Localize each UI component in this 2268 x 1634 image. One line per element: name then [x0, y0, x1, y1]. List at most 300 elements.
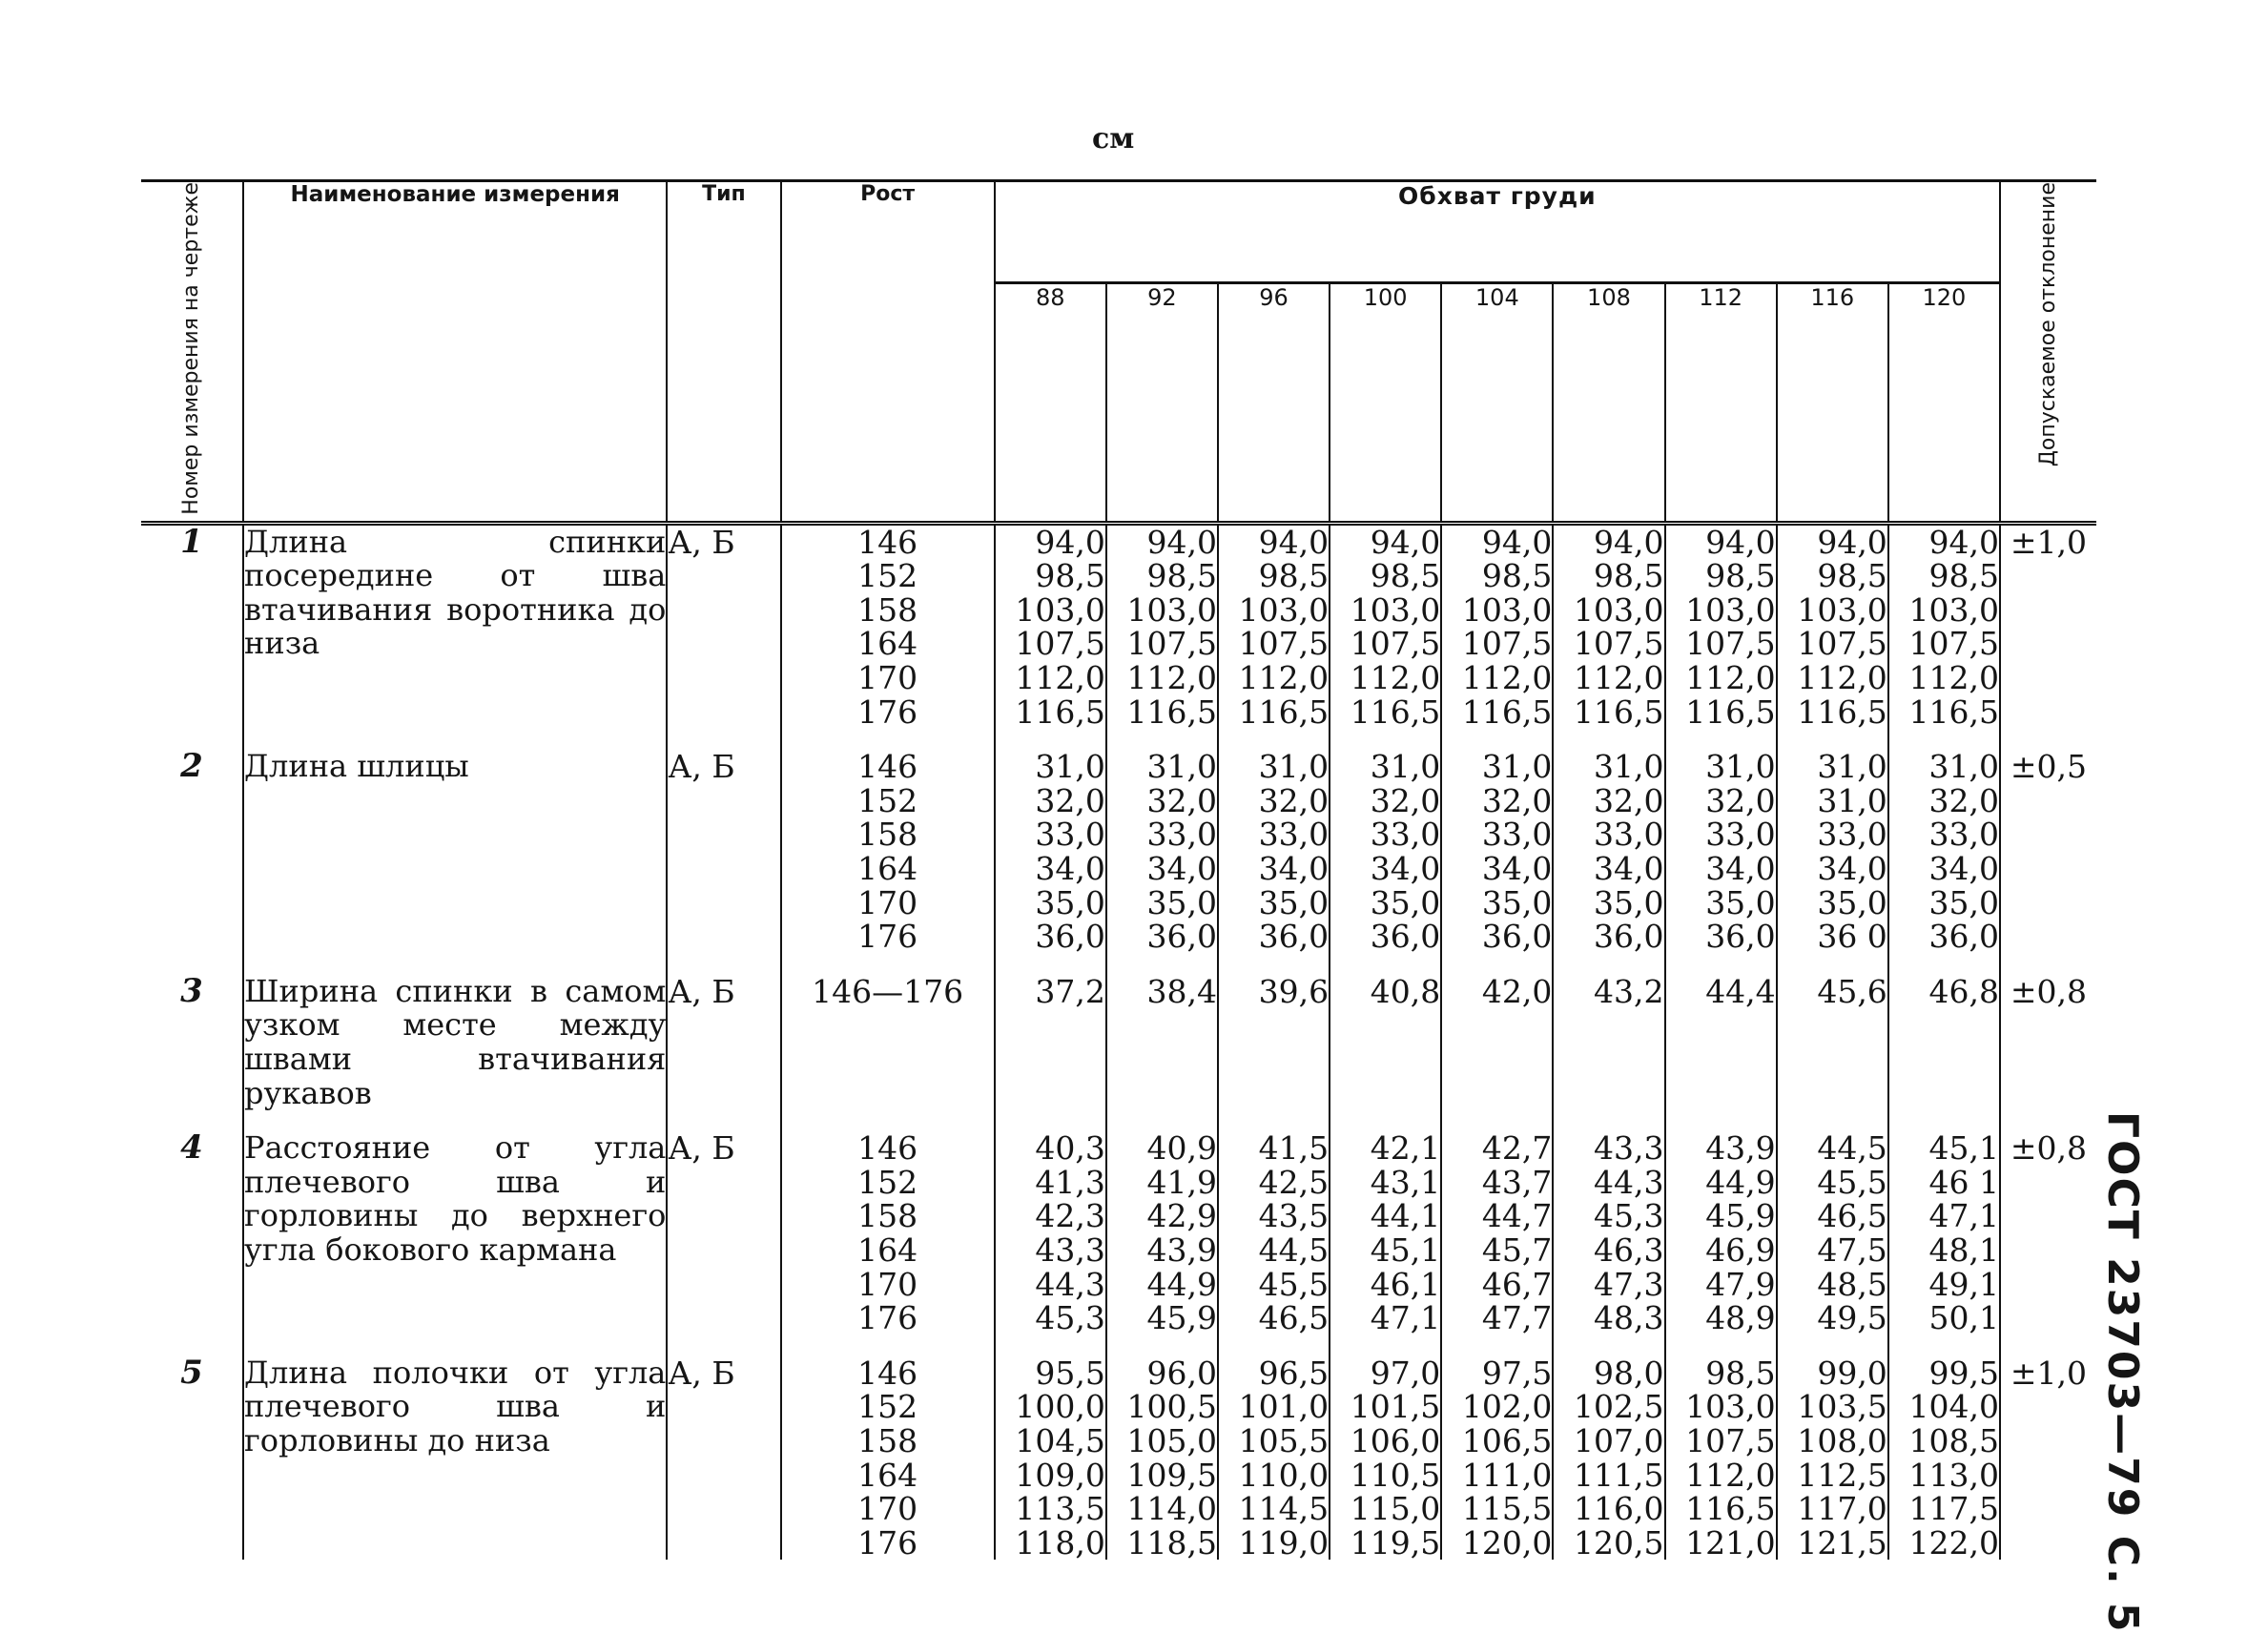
- measure-value: 32,0: [1258, 781, 1330, 819]
- measure-value: 38,4: [1146, 972, 1217, 1010]
- measure-value: 45,7: [1481, 1231, 1553, 1269]
- measure-number: 5: [180, 1353, 203, 1392]
- size-120-values: [1888, 523, 2000, 729]
- header-size-116: 116: [1777, 283, 1888, 523]
- measure-value: 112,0: [1461, 659, 1553, 697]
- measure-value: 35,0: [1035, 883, 1105, 921]
- measure-value: 31,0: [1817, 748, 1887, 786]
- measure-value: 43,3: [1035, 1231, 1105, 1269]
- header-size-100: 100: [1330, 283, 1441, 523]
- measure-value: 33,0: [1370, 816, 1441, 854]
- measure-value: 46,5: [1817, 1197, 1887, 1235]
- measure-value: 94,0: [1481, 523, 1553, 561]
- height-list: [781, 523, 995, 729]
- measure-value: 117,5: [1908, 1490, 1999, 1528]
- measure-value: 96,0: [1146, 1354, 1217, 1392]
- measure-value: 113,0: [1908, 1456, 1999, 1494]
- measure-value: 103,0: [1908, 590, 1999, 629]
- height-value: 146—176: [812, 972, 964, 1010]
- measure-value: 103,0: [1238, 590, 1330, 629]
- measure-value: 103,0: [1461, 590, 1553, 629]
- measure-value: 116,5: [1461, 693, 1553, 731]
- measure-value: 46 1: [1928, 1163, 1999, 1201]
- measure-value: 98,5: [1481, 557, 1553, 595]
- measure-value: 41,9: [1146, 1163, 1217, 1201]
- height-value: 158: [857, 816, 918, 854]
- row-gap: [141, 1110, 2096, 1131]
- measure-value: 49,1: [1928, 1265, 1999, 1303]
- row-gap: [141, 729, 2096, 750]
- measure-value: 45,3: [1035, 1299, 1105, 1337]
- measure-value: 32,0: [1928, 781, 1999, 819]
- header-size-104: 104: [1441, 283, 1553, 523]
- height-value: 176: [857, 1299, 918, 1337]
- measure-value: 98,5: [1705, 1354, 1776, 1392]
- tolerance-value: ±1,0: [2000, 523, 2096, 729]
- size-92-values: [1106, 750, 1218, 954]
- height-value: 170: [857, 659, 918, 697]
- measure-value: 43,1: [1370, 1163, 1441, 1201]
- measure-value: 102,0: [1461, 1388, 1553, 1426]
- measure-value: 34,0: [1481, 850, 1553, 888]
- measure-value: 43,9: [1705, 1129, 1776, 1168]
- measure-value: 98,0: [1594, 1354, 1664, 1392]
- measure-value: 34,0: [1594, 850, 1664, 888]
- measure-name: Длина спинки посередине от шва втачивания воротника до низа: [243, 523, 667, 729]
- size-116-values: [1777, 1131, 1888, 1335]
- measure-value: 43,9: [1146, 1231, 1217, 1269]
- size-100-values: [1330, 750, 1441, 954]
- measure-value: 36,0: [1258, 918, 1330, 956]
- measure-value: 36,0: [1928, 918, 1999, 956]
- measure-value: 47,1: [1370, 1299, 1441, 1337]
- height-list: [781, 972, 995, 1110]
- measure-type: А, Б: [667, 1131, 780, 1335]
- measure-value: 34,0: [1705, 850, 1776, 888]
- measure-value: 44,9: [1146, 1265, 1217, 1303]
- measure-value: 104,5: [1015, 1421, 1105, 1459]
- measure-value: 42,3: [1035, 1197, 1105, 1235]
- row-gap: [141, 1335, 2096, 1356]
- height-value: 158: [857, 1197, 918, 1235]
- measure-value: 117,0: [1797, 1490, 1887, 1528]
- measure-value: 42,5: [1258, 1163, 1330, 1201]
- measure-value: 107,5: [1350, 625, 1441, 663]
- size-96-values: [1218, 1356, 1330, 1561]
- measure-value: 43,5: [1258, 1197, 1330, 1235]
- measure-value: 32,0: [1594, 781, 1664, 819]
- measure-value: 116,5: [1685, 693, 1776, 731]
- height-value: 176: [857, 1523, 918, 1562]
- measure-value: 110,5: [1350, 1456, 1441, 1494]
- measure-value: 32,0: [1146, 781, 1217, 819]
- measure-value: 111,5: [1574, 1456, 1664, 1494]
- measure-value: 44,9: [1705, 1163, 1776, 1201]
- measure-value: 107,5: [1126, 625, 1217, 663]
- measure-value: 31,0: [1370, 748, 1441, 786]
- height-value: 146: [857, 523, 918, 561]
- measure-value: 33,0: [1481, 816, 1553, 854]
- measure-value: 98,5: [1928, 557, 1999, 595]
- measure-value: 31,0: [1035, 748, 1105, 786]
- measure-value: 37,2: [1035, 972, 1105, 1010]
- header-measure-number: Номер измерения на чертеже: [141, 181, 243, 524]
- measure-value: 46,9: [1705, 1231, 1776, 1269]
- measure-value: 103,0: [1797, 590, 1887, 629]
- measure-value: 107,0: [1574, 1421, 1664, 1459]
- size-96-values: [1218, 972, 1330, 1110]
- measure-value: 31,0: [1481, 748, 1553, 786]
- measure-value: 44,3: [1594, 1163, 1664, 1201]
- measure-value: 32,0: [1370, 781, 1441, 819]
- measure-value: 107,5: [1574, 625, 1664, 663]
- size-100-values: [1330, 523, 1441, 729]
- measure-value: 102,5: [1574, 1388, 1664, 1426]
- tolerance-value: ±0,5: [2000, 750, 2096, 954]
- size-88-values: [995, 1356, 1106, 1561]
- measure-value: 107,5: [1461, 625, 1553, 663]
- measure-value: 96,5: [1258, 1354, 1330, 1392]
- height-list: [781, 1356, 995, 1561]
- measure-value: 45,3: [1594, 1197, 1664, 1235]
- height-value: 176: [857, 693, 918, 731]
- measure-value: 98,5: [1035, 557, 1105, 595]
- size-116-values: [1777, 523, 1888, 729]
- measure-value: 36,0: [1594, 918, 1664, 956]
- height-value: 158: [857, 1421, 918, 1459]
- measure-value: 43,2: [1594, 972, 1664, 1010]
- measure-value: 112,0: [1908, 659, 1999, 697]
- measure-name: Длина шлицы: [243, 750, 667, 954]
- measure-value: 35,0: [1594, 883, 1664, 921]
- size-108-values: [1553, 972, 1664, 1110]
- height-value: 146: [857, 1129, 918, 1168]
- size-92-values: [1106, 1131, 1218, 1335]
- measure-value: 46,3: [1594, 1231, 1664, 1269]
- measure-value: 104,0: [1908, 1388, 1999, 1426]
- measure-value: 40,8: [1370, 972, 1441, 1010]
- measure-value: 45,5: [1258, 1265, 1330, 1303]
- measure-value: 116,5: [1685, 1490, 1776, 1528]
- size-112-values: [1665, 972, 1777, 1110]
- size-112-values: [1665, 1131, 1777, 1335]
- measure-value: 116,5: [1015, 693, 1105, 731]
- size-108-values: [1553, 1131, 1664, 1335]
- measure-value: 35,0: [1928, 883, 1999, 921]
- measure-value: 32,0: [1705, 781, 1776, 819]
- measure-value: 44,5: [1258, 1231, 1330, 1269]
- table-row: [141, 1356, 2096, 1561]
- measure-value: 97,5: [1481, 1354, 1553, 1392]
- measure-value: 95,5: [1035, 1354, 1105, 1392]
- measure-value: 44,3: [1035, 1265, 1105, 1303]
- height-value: 146: [857, 748, 918, 786]
- measure-value: 45,1: [1370, 1231, 1441, 1269]
- height-value: 152: [857, 1163, 918, 1201]
- measure-value: 33,0: [1705, 816, 1776, 854]
- measure-value: 46,1: [1370, 1265, 1441, 1303]
- measure-value: 119,0: [1238, 1523, 1330, 1562]
- measure-value: 106,0: [1350, 1421, 1441, 1459]
- measure-value: 112,0: [1685, 1456, 1776, 1494]
- measure-value: 116,5: [1574, 693, 1664, 731]
- measure-value: 94,0: [1035, 523, 1105, 561]
- table-row: [141, 1131, 2096, 1335]
- measure-value: 34,0: [1035, 850, 1105, 888]
- measure-value: 46,8: [1928, 972, 1999, 1010]
- measure-value: 31,0: [1258, 748, 1330, 786]
- measure-number: 2: [180, 747, 203, 786]
- table-row: [141, 975, 2096, 1110]
- measure-value: 33,0: [1035, 816, 1105, 854]
- measure-value: 42,9: [1146, 1197, 1217, 1235]
- table-body: [141, 523, 2096, 1560]
- measure-value: 107,5: [1908, 625, 1999, 663]
- measure-value: 33,0: [1594, 816, 1664, 854]
- measure-value: 112,0: [1574, 659, 1664, 697]
- measure-value: 42,0: [1481, 972, 1553, 1010]
- measure-value: 119,5: [1350, 1523, 1441, 1562]
- header-chest-girth: Обхват груди: [995, 181, 2000, 283]
- measure-value: 42,1: [1370, 1129, 1441, 1168]
- measure-value: 45,1: [1928, 1129, 1999, 1168]
- measure-value: 36,0: [1035, 918, 1105, 956]
- measure-type: А, Б: [667, 750, 780, 954]
- measure-value: 35,0: [1258, 883, 1330, 921]
- measure-value: 50,1: [1928, 1299, 1999, 1337]
- measure-value: 31,0: [1146, 748, 1217, 786]
- header-size-92: 92: [1106, 283, 1218, 523]
- height-value: 158: [857, 590, 918, 629]
- measure-value: 107,5: [1685, 625, 1776, 663]
- size-88-values: [995, 972, 1106, 1110]
- header-type: Тип: [667, 181, 780, 524]
- table-row: [141, 750, 2096, 954]
- measure-value: 107,5: [1685, 1421, 1776, 1459]
- height-value: 170: [857, 883, 918, 921]
- measure-type: А, Б: [667, 975, 780, 1110]
- measure-value: 44,7: [1481, 1197, 1553, 1235]
- size-120-values: [1888, 750, 2000, 954]
- measure-value: 112,0: [1126, 659, 1217, 697]
- measure-value: 116,0: [1574, 1490, 1664, 1528]
- measure-value: 47,3: [1594, 1265, 1664, 1303]
- measure-value: 103,0: [1685, 590, 1776, 629]
- measure-value: 101,0: [1238, 1388, 1330, 1426]
- measure-value: 103,0: [1350, 590, 1441, 629]
- measure-value: 45,9: [1146, 1299, 1217, 1337]
- header-size-120: 120: [1888, 283, 2000, 523]
- measure-value: 39,6: [1258, 972, 1330, 1010]
- measure-value: 116,5: [1238, 693, 1330, 731]
- size-120-values: [1888, 972, 2000, 1110]
- measure-value: 107,5: [1797, 625, 1887, 663]
- measure-value: 44,5: [1817, 1129, 1887, 1168]
- measure-value: 31,0: [1928, 748, 1999, 786]
- size-112-values: [1665, 750, 1777, 954]
- header-size-88: 88: [995, 283, 1106, 523]
- measurements-table: [141, 179, 2096, 1560]
- measure-value: 36,0: [1481, 918, 1553, 956]
- measure-value: 112,0: [1350, 659, 1441, 697]
- tolerance-value: ±1,0: [2000, 1356, 2096, 1561]
- measure-value: 44,1: [1370, 1197, 1441, 1235]
- measure-value: 98,5: [1146, 557, 1217, 595]
- measure-value: 33,0: [1258, 816, 1330, 854]
- measure-value: 113,5: [1015, 1490, 1105, 1528]
- tolerance-value: ±0,8: [2000, 1131, 2096, 1335]
- header-tolerance: Допускаемое отклонение: [2000, 181, 2096, 524]
- measure-value: 103,0: [1126, 590, 1217, 629]
- measure-value: 115,5: [1461, 1490, 1553, 1528]
- size-104-values: [1441, 523, 1553, 729]
- measure-value: 94,0: [1370, 523, 1441, 561]
- measure-value: 35,0: [1370, 883, 1441, 921]
- size-100-values: [1330, 1131, 1441, 1335]
- measure-value: 112,0: [1015, 659, 1105, 697]
- measure-value: 100,5: [1126, 1388, 1217, 1426]
- measure-value: 101,5: [1350, 1388, 1441, 1426]
- measure-number: 3: [180, 971, 203, 1010]
- measure-value: 112,0: [1685, 659, 1776, 697]
- height-value: 164: [857, 850, 918, 888]
- measure-value: 34,0: [1370, 850, 1441, 888]
- measure-value: 43,3: [1594, 1129, 1664, 1168]
- height-value: 170: [857, 1490, 918, 1528]
- size-88-values: [995, 523, 1106, 729]
- measure-value: 100,0: [1015, 1388, 1105, 1426]
- measure-value: 48,5: [1817, 1265, 1887, 1303]
- measure-value: 98,5: [1817, 557, 1887, 595]
- size-96-values: [1218, 523, 1330, 729]
- unit-label: см: [1092, 122, 1135, 155]
- measure-value: 121,0: [1685, 1523, 1776, 1562]
- measure-type: А, Б: [667, 523, 780, 729]
- measure-value: 94,0: [1258, 523, 1330, 561]
- header-size-96: 96: [1218, 283, 1330, 523]
- measure-value: 36,0: [1146, 918, 1217, 956]
- size-116-values: [1777, 1356, 1888, 1561]
- measure-value: 47,7: [1481, 1299, 1553, 1337]
- tolerance-value: ±0,8: [2000, 975, 2096, 1110]
- measure-value: 103,0: [1685, 1388, 1776, 1426]
- measure-value: 109,0: [1015, 1456, 1105, 1494]
- size-112-values: [1665, 523, 1777, 729]
- measure-value: 36,0: [1705, 918, 1776, 956]
- measure-value: 45,9: [1705, 1197, 1776, 1235]
- measure-value: 47,9: [1705, 1265, 1776, 1303]
- measure-value: 108,5: [1908, 1421, 1999, 1459]
- size-88-values: [995, 1131, 1106, 1335]
- measure-number: 4: [180, 1128, 203, 1168]
- measure-value: 47,1: [1928, 1197, 1999, 1235]
- height-list: [781, 1131, 995, 1335]
- height-value: 164: [857, 1231, 918, 1269]
- measure-value: 34,0: [1146, 850, 1217, 888]
- measure-value: 40,9: [1146, 1129, 1217, 1168]
- size-104-values: [1441, 1356, 1553, 1561]
- measure-value: 32,0: [1035, 781, 1105, 819]
- measure-value: 98,5: [1594, 557, 1664, 595]
- measure-value: 33,0: [1928, 816, 1999, 854]
- measure-value: 34,0: [1258, 850, 1330, 888]
- measure-value: 98,5: [1258, 557, 1330, 595]
- size-108-values: [1553, 523, 1664, 729]
- measure-value: 107,5: [1238, 625, 1330, 663]
- measure-value: 115,0: [1350, 1490, 1441, 1528]
- size-92-values: [1106, 1356, 1218, 1561]
- measure-value: 107,5: [1015, 625, 1105, 663]
- measure-value: 35,0: [1481, 883, 1553, 921]
- measure-value: 33,0: [1817, 816, 1887, 854]
- measure-value: 120,0: [1461, 1523, 1553, 1562]
- measure-value: 49,5: [1817, 1299, 1887, 1337]
- header-size-112: 112: [1665, 283, 1777, 523]
- measure-value: 106,5: [1461, 1421, 1553, 1459]
- height-value: 152: [857, 1388, 918, 1426]
- measure-value: 36 0: [1817, 918, 1887, 956]
- table-row: [141, 523, 2096, 729]
- height-value: 164: [857, 1456, 918, 1494]
- measure-value: 118,0: [1015, 1523, 1105, 1562]
- size-108-values: [1553, 1356, 1664, 1561]
- size-104-values: [1441, 1131, 1553, 1335]
- measure-value: 35,0: [1705, 883, 1776, 921]
- size-96-values: [1218, 750, 1330, 954]
- height-value: 152: [857, 781, 918, 819]
- measure-value: 45,5: [1817, 1163, 1887, 1201]
- measure-value: 31,0: [1705, 748, 1776, 786]
- measure-value: 45,6: [1817, 972, 1887, 1010]
- size-112-values: [1665, 1356, 1777, 1561]
- measure-value: 114,5: [1238, 1490, 1330, 1528]
- measure-value: 99,5: [1928, 1354, 1999, 1392]
- measure-value: 47,5: [1817, 1231, 1887, 1269]
- measure-value: 114,0: [1126, 1490, 1217, 1528]
- measure-value: 118,5: [1126, 1523, 1217, 1562]
- measure-value: 103,5: [1797, 1388, 1887, 1426]
- measure-value: 120,5: [1574, 1523, 1664, 1562]
- header-size-108: 108: [1553, 283, 1664, 523]
- measure-value: 122,0: [1908, 1523, 1999, 1562]
- measure-value: 34,0: [1817, 850, 1887, 888]
- measure-value: 98,5: [1705, 557, 1776, 595]
- measure-value: 116,5: [1908, 693, 1999, 731]
- measure-value: 109,5: [1126, 1456, 1217, 1494]
- measure-value: 48,1: [1928, 1231, 1999, 1269]
- measure-value: 103,0: [1574, 590, 1664, 629]
- measure-value: 34,0: [1928, 850, 1999, 888]
- measure-value: 112,0: [1797, 659, 1887, 697]
- measure-type: А, Б: [667, 1356, 780, 1561]
- measure-value: 111,0: [1461, 1456, 1553, 1494]
- header-measure-name: Наименование измерения: [243, 181, 667, 524]
- measure-value: 94,0: [1705, 523, 1776, 561]
- measure-value: 42,7: [1481, 1129, 1553, 1168]
- measure-value: 94,0: [1594, 523, 1664, 561]
- height-value: 170: [857, 1265, 918, 1303]
- measure-name: Ширина спинки в самом узком месте между швами втачивания рукавов: [244, 972, 667, 1111]
- size-88-values: [995, 750, 1106, 954]
- height-list: [781, 750, 995, 954]
- header-height: Рост: [781, 181, 995, 524]
- size-92-values: [1106, 523, 1218, 729]
- measure-value: 32,0: [1481, 781, 1553, 819]
- table-header: [141, 181, 2096, 524]
- height-value: 146: [857, 1354, 918, 1392]
- size-108-values: [1553, 750, 1664, 954]
- measure-value: 116,5: [1126, 693, 1217, 731]
